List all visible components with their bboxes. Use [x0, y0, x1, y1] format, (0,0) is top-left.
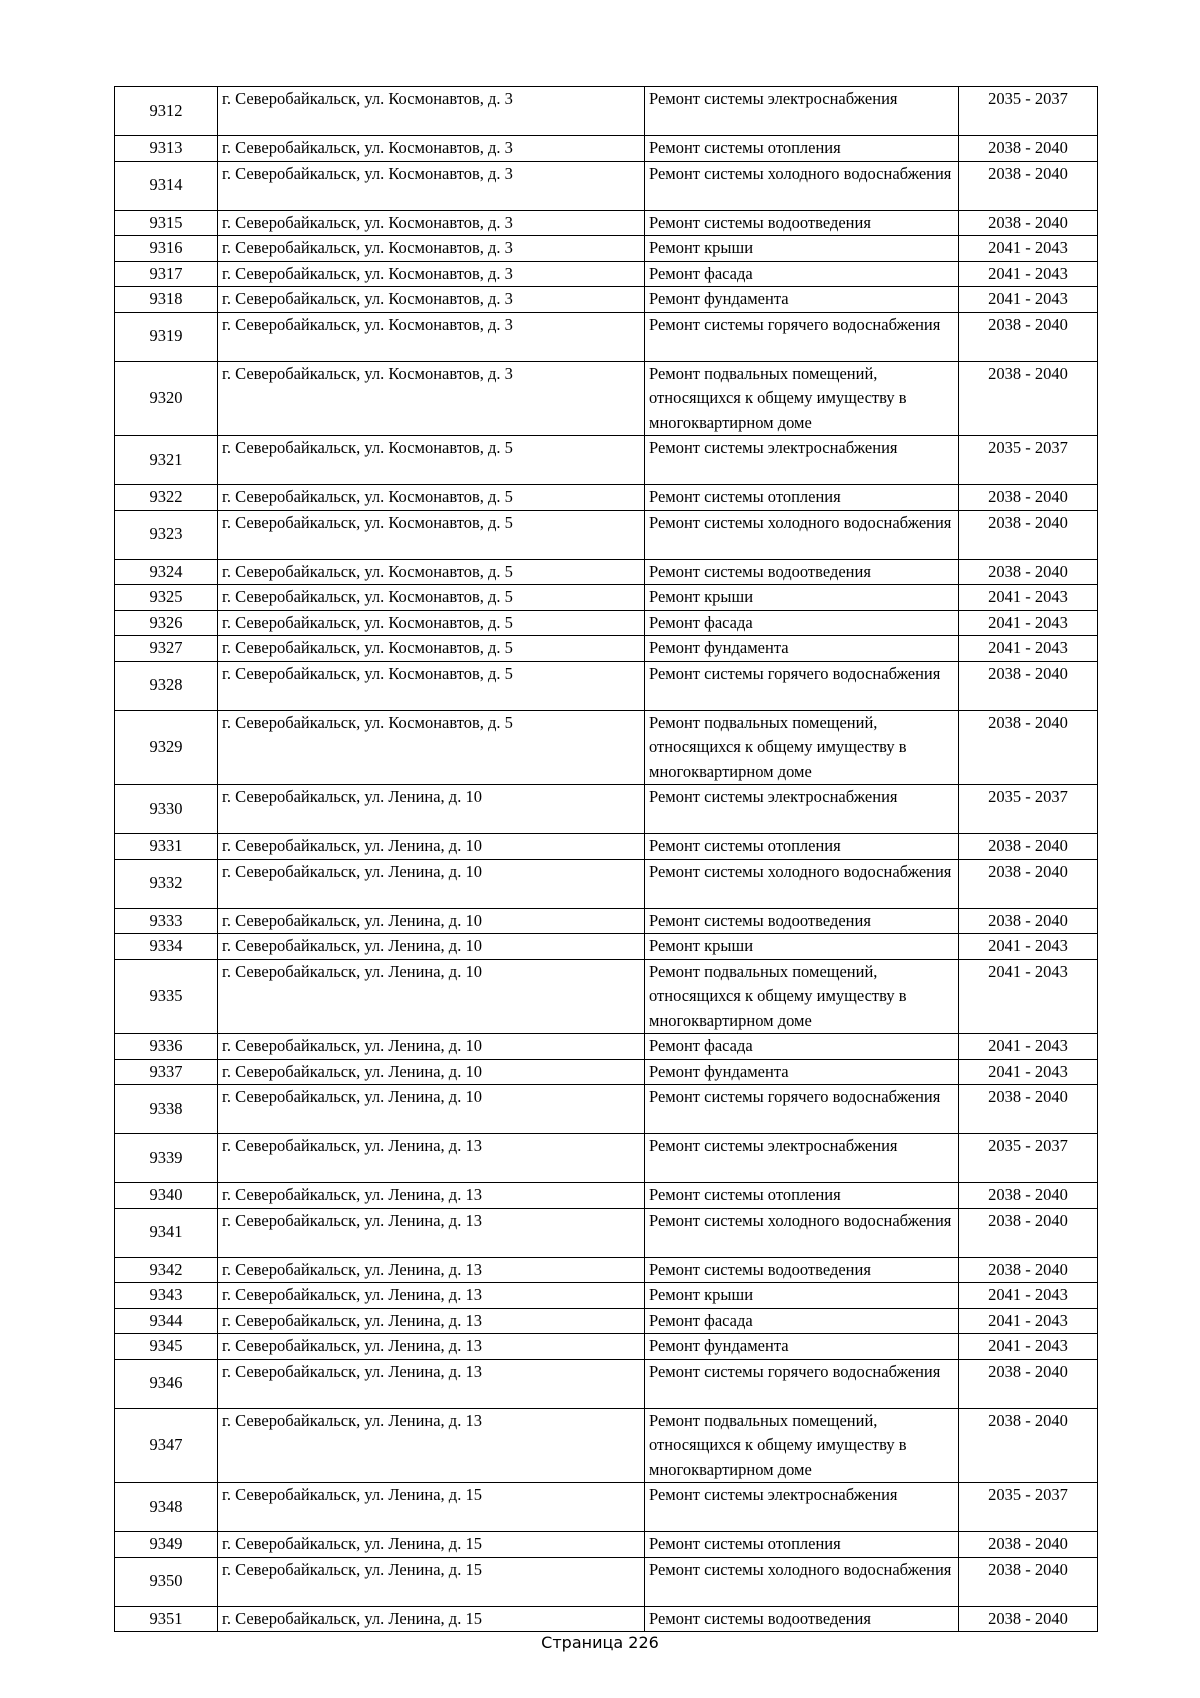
table-row [115, 1283, 1098, 1309]
row-work-type: Ремонт системы электроснабжения [645, 785, 959, 834]
row-period: 2041 - 2043 [959, 236, 1098, 262]
table-row [115, 312, 1098, 361]
table-row [115, 710, 1098, 785]
row-work-type: Ремонт крыши [645, 585, 959, 611]
row-period: 2038 - 2040 [959, 210, 1098, 236]
row-address: г. Северобайкальск, ул. Ленина, д. 15 [218, 1483, 645, 1532]
row-number: 9333 [115, 908, 218, 934]
row-work-type: Ремонт системы электроснабжения [645, 1483, 959, 1532]
table-row [115, 210, 1098, 236]
table-row [115, 859, 1098, 908]
row-number: 9330 [115, 785, 218, 834]
row-work-type: Ремонт системы электроснабжения [645, 436, 959, 485]
table-row [115, 1308, 1098, 1334]
row-work-type: Ремонт системы водоотведения [645, 908, 959, 934]
row-period: 2038 - 2040 [959, 1557, 1098, 1606]
row-number: 9332 [115, 859, 218, 908]
table-row [115, 1532, 1098, 1558]
table-row [115, 1134, 1098, 1183]
row-period: 2038 - 2040 [959, 161, 1098, 210]
row-number: 9329 [115, 710, 218, 785]
table-row [115, 934, 1098, 960]
table-row [115, 261, 1098, 287]
table-row [115, 1183, 1098, 1209]
row-work-type: Ремонт фасада [645, 1308, 959, 1334]
row-period: 2041 - 2043 [959, 1034, 1098, 1060]
row-work-type: Ремонт крыши [645, 1283, 959, 1309]
row-work-type: Ремонт фундамента [645, 1059, 959, 1085]
row-address: г. Северобайкальск, ул. Ленина, д. 10 [218, 1059, 645, 1085]
table-row [115, 1257, 1098, 1283]
row-address: г. Северобайкальск, ул. Ленина, д. 10 [218, 959, 645, 1034]
row-address: г. Северобайкальск, ул. Ленина, д. 15 [218, 1557, 645, 1606]
row-period: 2038 - 2040 [959, 485, 1098, 511]
row-number: 9313 [115, 136, 218, 162]
row-period: 2038 - 2040 [959, 1085, 1098, 1134]
row-work-type: Ремонт крыши [645, 934, 959, 960]
row-work-type: Ремонт системы отопления [645, 1183, 959, 1209]
row-work-type: Ремонт подвальных помещений, относящихся к общему имуществу в многоквартирном доме [645, 361, 959, 436]
row-work-type: Ремонт крыши [645, 236, 959, 262]
row-work-type: Ремонт системы холодного водоснабжения [645, 510, 959, 559]
row-period: 2038 - 2040 [959, 1257, 1098, 1283]
row-work-type: Ремонт системы горячего водоснабжения [645, 661, 959, 710]
row-number: 9323 [115, 510, 218, 559]
row-period: 2038 - 2040 [959, 1606, 1098, 1632]
row-work-type: Ремонт системы горячего водоснабжения [645, 1085, 959, 1134]
row-number: 9319 [115, 312, 218, 361]
table-row [115, 87, 1098, 136]
row-number: 9316 [115, 236, 218, 262]
row-work-type: Ремонт системы отопления [645, 1532, 959, 1558]
row-address: г. Северобайкальск, ул. Ленина, д. 13 [218, 1208, 645, 1257]
row-work-type: Ремонт подвальных помещений, относящихся к общему имуществу в многоквартирном доме [645, 959, 959, 1034]
row-period: 2041 - 2043 [959, 934, 1098, 960]
row-address: г. Северобайкальск, ул. Ленина, д. 10 [218, 1085, 645, 1134]
row-address: г. Северобайкальск, ул. Ленина, д. 15 [218, 1606, 645, 1632]
table-row [115, 1557, 1098, 1606]
row-number: 9345 [115, 1334, 218, 1360]
row-period: 2041 - 2043 [959, 1334, 1098, 1360]
row-number: 9318 [115, 287, 218, 313]
row-address: г. Северобайкальск, ул. Ленина, д. 13 [218, 1134, 645, 1183]
row-number: 9338 [115, 1085, 218, 1134]
row-number: 9327 [115, 636, 218, 662]
row-period: 2038 - 2040 [959, 1408, 1098, 1483]
row-period: 2038 - 2040 [959, 510, 1098, 559]
table-row [115, 436, 1098, 485]
row-address: г. Северобайкальск, ул. Ленина, д. 13 [218, 1334, 645, 1360]
row-work-type: Ремонт фасада [645, 1034, 959, 1060]
row-number: 9317 [115, 261, 218, 287]
row-work-type: Ремонт фасада [645, 261, 959, 287]
row-address: г. Северобайкальск, ул. Ленина, д. 13 [218, 1408, 645, 1483]
table-row [115, 510, 1098, 559]
table-row [115, 1408, 1098, 1483]
row-address: г. Северобайкальск, ул. Космонавтов, д. 3 [218, 361, 645, 436]
row-work-type: Ремонт системы холодного водоснабжения [645, 161, 959, 210]
row-address: г. Северобайкальск, ул. Ленина, д. 15 [218, 1532, 645, 1558]
table-row [115, 1208, 1098, 1257]
row-period: 2041 - 2043 [959, 261, 1098, 287]
row-work-type: Ремонт системы отопления [645, 485, 959, 511]
row-period: 2035 - 2037 [959, 436, 1098, 485]
table-row [115, 908, 1098, 934]
row-period: 2035 - 2037 [959, 1483, 1098, 1532]
row-work-type: Ремонт фундамента [645, 1334, 959, 1360]
table-row [115, 1606, 1098, 1632]
row-address: г. Северобайкальск, ул. Космонавтов, д. 3 [218, 287, 645, 313]
row-period: 2041 - 2043 [959, 636, 1098, 662]
table-row [115, 1334, 1098, 1360]
row-period: 2038 - 2040 [959, 312, 1098, 361]
row-address: г. Северобайкальск, ул. Ленина, д. 13 [218, 1359, 645, 1408]
row-number: 9325 [115, 585, 218, 611]
row-work-type: Ремонт системы холодного водоснабжения [645, 1208, 959, 1257]
row-period: 2035 - 2037 [959, 87, 1098, 136]
row-work-type: Ремонт системы холодного водоснабжения [645, 859, 959, 908]
row-address: г. Северобайкальск, ул. Ленина, д. 13 [218, 1283, 645, 1309]
row-number: 9339 [115, 1134, 218, 1183]
row-work-type: Ремонт системы горячего водоснабжения [645, 312, 959, 361]
row-address: г. Северобайкальск, ул. Космонавтов, д. 5 [218, 485, 645, 511]
row-period: 2041 - 2043 [959, 287, 1098, 313]
row-address: г. Северобайкальск, ул. Ленина, д. 10 [218, 785, 645, 834]
row-period: 2038 - 2040 [959, 661, 1098, 710]
row-address: г. Северобайкальск, ул. Космонавтов, д. 3 [218, 87, 645, 136]
row-address: г. Северобайкальск, ул. Ленина, д. 13 [218, 1308, 645, 1334]
table-row [115, 959, 1098, 1034]
row-number: 9328 [115, 661, 218, 710]
row-number: 9342 [115, 1257, 218, 1283]
row-number: 9343 [115, 1283, 218, 1309]
row-period: 2038 - 2040 [959, 136, 1098, 162]
row-address: г. Северобайкальск, ул. Космонавтов, д. 5 [218, 585, 645, 611]
row-number: 9344 [115, 1308, 218, 1334]
row-period: 2041 - 2043 [959, 1283, 1098, 1309]
row-period: 2038 - 2040 [959, 1359, 1098, 1408]
row-work-type: Ремонт системы горячего водоснабжения [645, 1359, 959, 1408]
row-number: 9312 [115, 87, 218, 136]
row-period: 2038 - 2040 [959, 908, 1098, 934]
row-period: 2038 - 2040 [959, 1208, 1098, 1257]
row-period: 2041 - 2043 [959, 610, 1098, 636]
table-row [115, 161, 1098, 210]
page-number: Страница 226 [541, 1633, 659, 1652]
row-address: г. Северобайкальск, ул. Космонавтов, д. 5 [218, 610, 645, 636]
row-address: г. Северобайкальск, ул. Космонавтов, д. 5 [218, 710, 645, 785]
row-address: г. Северобайкальск, ул. Космонавтов, д. 5 [218, 636, 645, 662]
row-period: 2041 - 2043 [959, 959, 1098, 1034]
table-row [115, 1059, 1098, 1085]
row-number: 9337 [115, 1059, 218, 1085]
row-work-type: Ремонт системы водоотведения [645, 210, 959, 236]
table-row [115, 559, 1098, 585]
row-number: 9336 [115, 1034, 218, 1060]
works-table [114, 86, 1098, 1632]
row-number: 9348 [115, 1483, 218, 1532]
row-address: г. Северобайкальск, ул. Космонавтов, д. 3 [218, 236, 645, 262]
row-period: 2038 - 2040 [959, 859, 1098, 908]
row-work-type: Ремонт фундамента [645, 636, 959, 662]
row-period: 2038 - 2040 [959, 710, 1098, 785]
table-row [115, 585, 1098, 611]
row-number: 9347 [115, 1408, 218, 1483]
row-address: г. Северобайкальск, ул. Ленина, д. 13 [218, 1183, 645, 1209]
row-period: 2038 - 2040 [959, 559, 1098, 585]
row-work-type: Ремонт системы водоотведения [645, 1606, 959, 1632]
row-work-type: Ремонт системы холодного водоснабжения [645, 1557, 959, 1606]
row-period: 2035 - 2037 [959, 785, 1098, 834]
row-period: 2038 - 2040 [959, 834, 1098, 860]
table-row [115, 287, 1098, 313]
table-row [115, 834, 1098, 860]
row-number: 9335 [115, 959, 218, 1034]
row-work-type: Ремонт подвальных помещений, относящихся к общему имуществу в многоквартирном доме [645, 710, 959, 785]
row-period: 2041 - 2043 [959, 1308, 1098, 1334]
row-number: 9321 [115, 436, 218, 485]
row-address: г. Северобайкальск, ул. Космонавтов, д. 5 [218, 510, 645, 559]
row-work-type: Ремонт системы электроснабжения [645, 1134, 959, 1183]
row-address: г. Северобайкальск, ул. Космонавтов, д. 3 [218, 210, 645, 236]
row-address: г. Северобайкальск, ул. Ленина, д. 13 [218, 1257, 645, 1283]
row-number: 9349 [115, 1532, 218, 1558]
table-row [115, 361, 1098, 436]
table-row [115, 636, 1098, 662]
row-number: 9331 [115, 834, 218, 860]
row-address: г. Северобайкальск, ул. Космонавтов, д. 5 [218, 436, 645, 485]
row-address: г. Северобайкальск, ул. Космонавтов, д. 5 [218, 559, 645, 585]
row-period: 2035 - 2037 [959, 1134, 1098, 1183]
row-number: 9334 [115, 934, 218, 960]
row-work-type: Ремонт фасада [645, 610, 959, 636]
row-address: г. Северобайкальск, ул. Космонавтов, д. 3 [218, 136, 645, 162]
table-row [115, 136, 1098, 162]
row-address: г. Северобайкальск, ул. Ленина, д. 10 [218, 1034, 645, 1060]
table-row [115, 1483, 1098, 1532]
row-work-type: Ремонт фундамента [645, 287, 959, 313]
row-period: 2041 - 2043 [959, 585, 1098, 611]
row-number: 9326 [115, 610, 218, 636]
row-address: г. Северобайкальск, ул. Ленина, д. 10 [218, 908, 645, 934]
row-address: г. Северобайкальск, ул. Ленина, д. 10 [218, 934, 645, 960]
table-row [115, 1034, 1098, 1060]
row-work-type: Ремонт системы отопления [645, 136, 959, 162]
row-number: 9324 [115, 559, 218, 585]
table-row [115, 610, 1098, 636]
row-number: 9346 [115, 1359, 218, 1408]
row-address: г. Северобайкальск, ул. Ленина, д. 10 [218, 834, 645, 860]
row-work-type: Ремонт системы отопления [645, 834, 959, 860]
row-number: 9314 [115, 161, 218, 210]
row-number: 9340 [115, 1183, 218, 1209]
row-period: 2038 - 2040 [959, 361, 1098, 436]
row-address: г. Северобайкальск, ул. Ленина, д. 10 [218, 859, 645, 908]
row-address: г. Северобайкальск, ул. Космонавтов, д. 3 [218, 312, 645, 361]
row-period: 2038 - 2040 [959, 1532, 1098, 1558]
table-row [115, 1085, 1098, 1134]
row-work-type: Ремонт системы водоотведения [645, 559, 959, 585]
table-row [115, 661, 1098, 710]
row-address: г. Северобайкальск, ул. Космонавтов, д. 3 [218, 261, 645, 287]
row-period: 2041 - 2043 [959, 1059, 1098, 1085]
row-work-type: Ремонт системы электроснабжения [645, 87, 959, 136]
table-row [115, 785, 1098, 834]
row-number: 9315 [115, 210, 218, 236]
table-row [115, 485, 1098, 511]
row-work-type: Ремонт подвальных помещений, относящихся к общему имуществу в многоквартирном доме [645, 1408, 959, 1483]
row-address: г. Северобайкальск, ул. Космонавтов, д. 3 [218, 161, 645, 210]
table-row [115, 236, 1098, 262]
row-number: 9320 [115, 361, 218, 436]
row-number: 9351 [115, 1606, 218, 1632]
row-address: г. Северобайкальск, ул. Космонавтов, д. 5 [218, 661, 645, 710]
row-number: 9350 [115, 1557, 218, 1606]
row-number: 9322 [115, 485, 218, 511]
table-row [115, 1359, 1098, 1408]
row-number: 9341 [115, 1208, 218, 1257]
row-period: 2038 - 2040 [959, 1183, 1098, 1209]
row-work-type: Ремонт системы водоотведения [645, 1257, 959, 1283]
